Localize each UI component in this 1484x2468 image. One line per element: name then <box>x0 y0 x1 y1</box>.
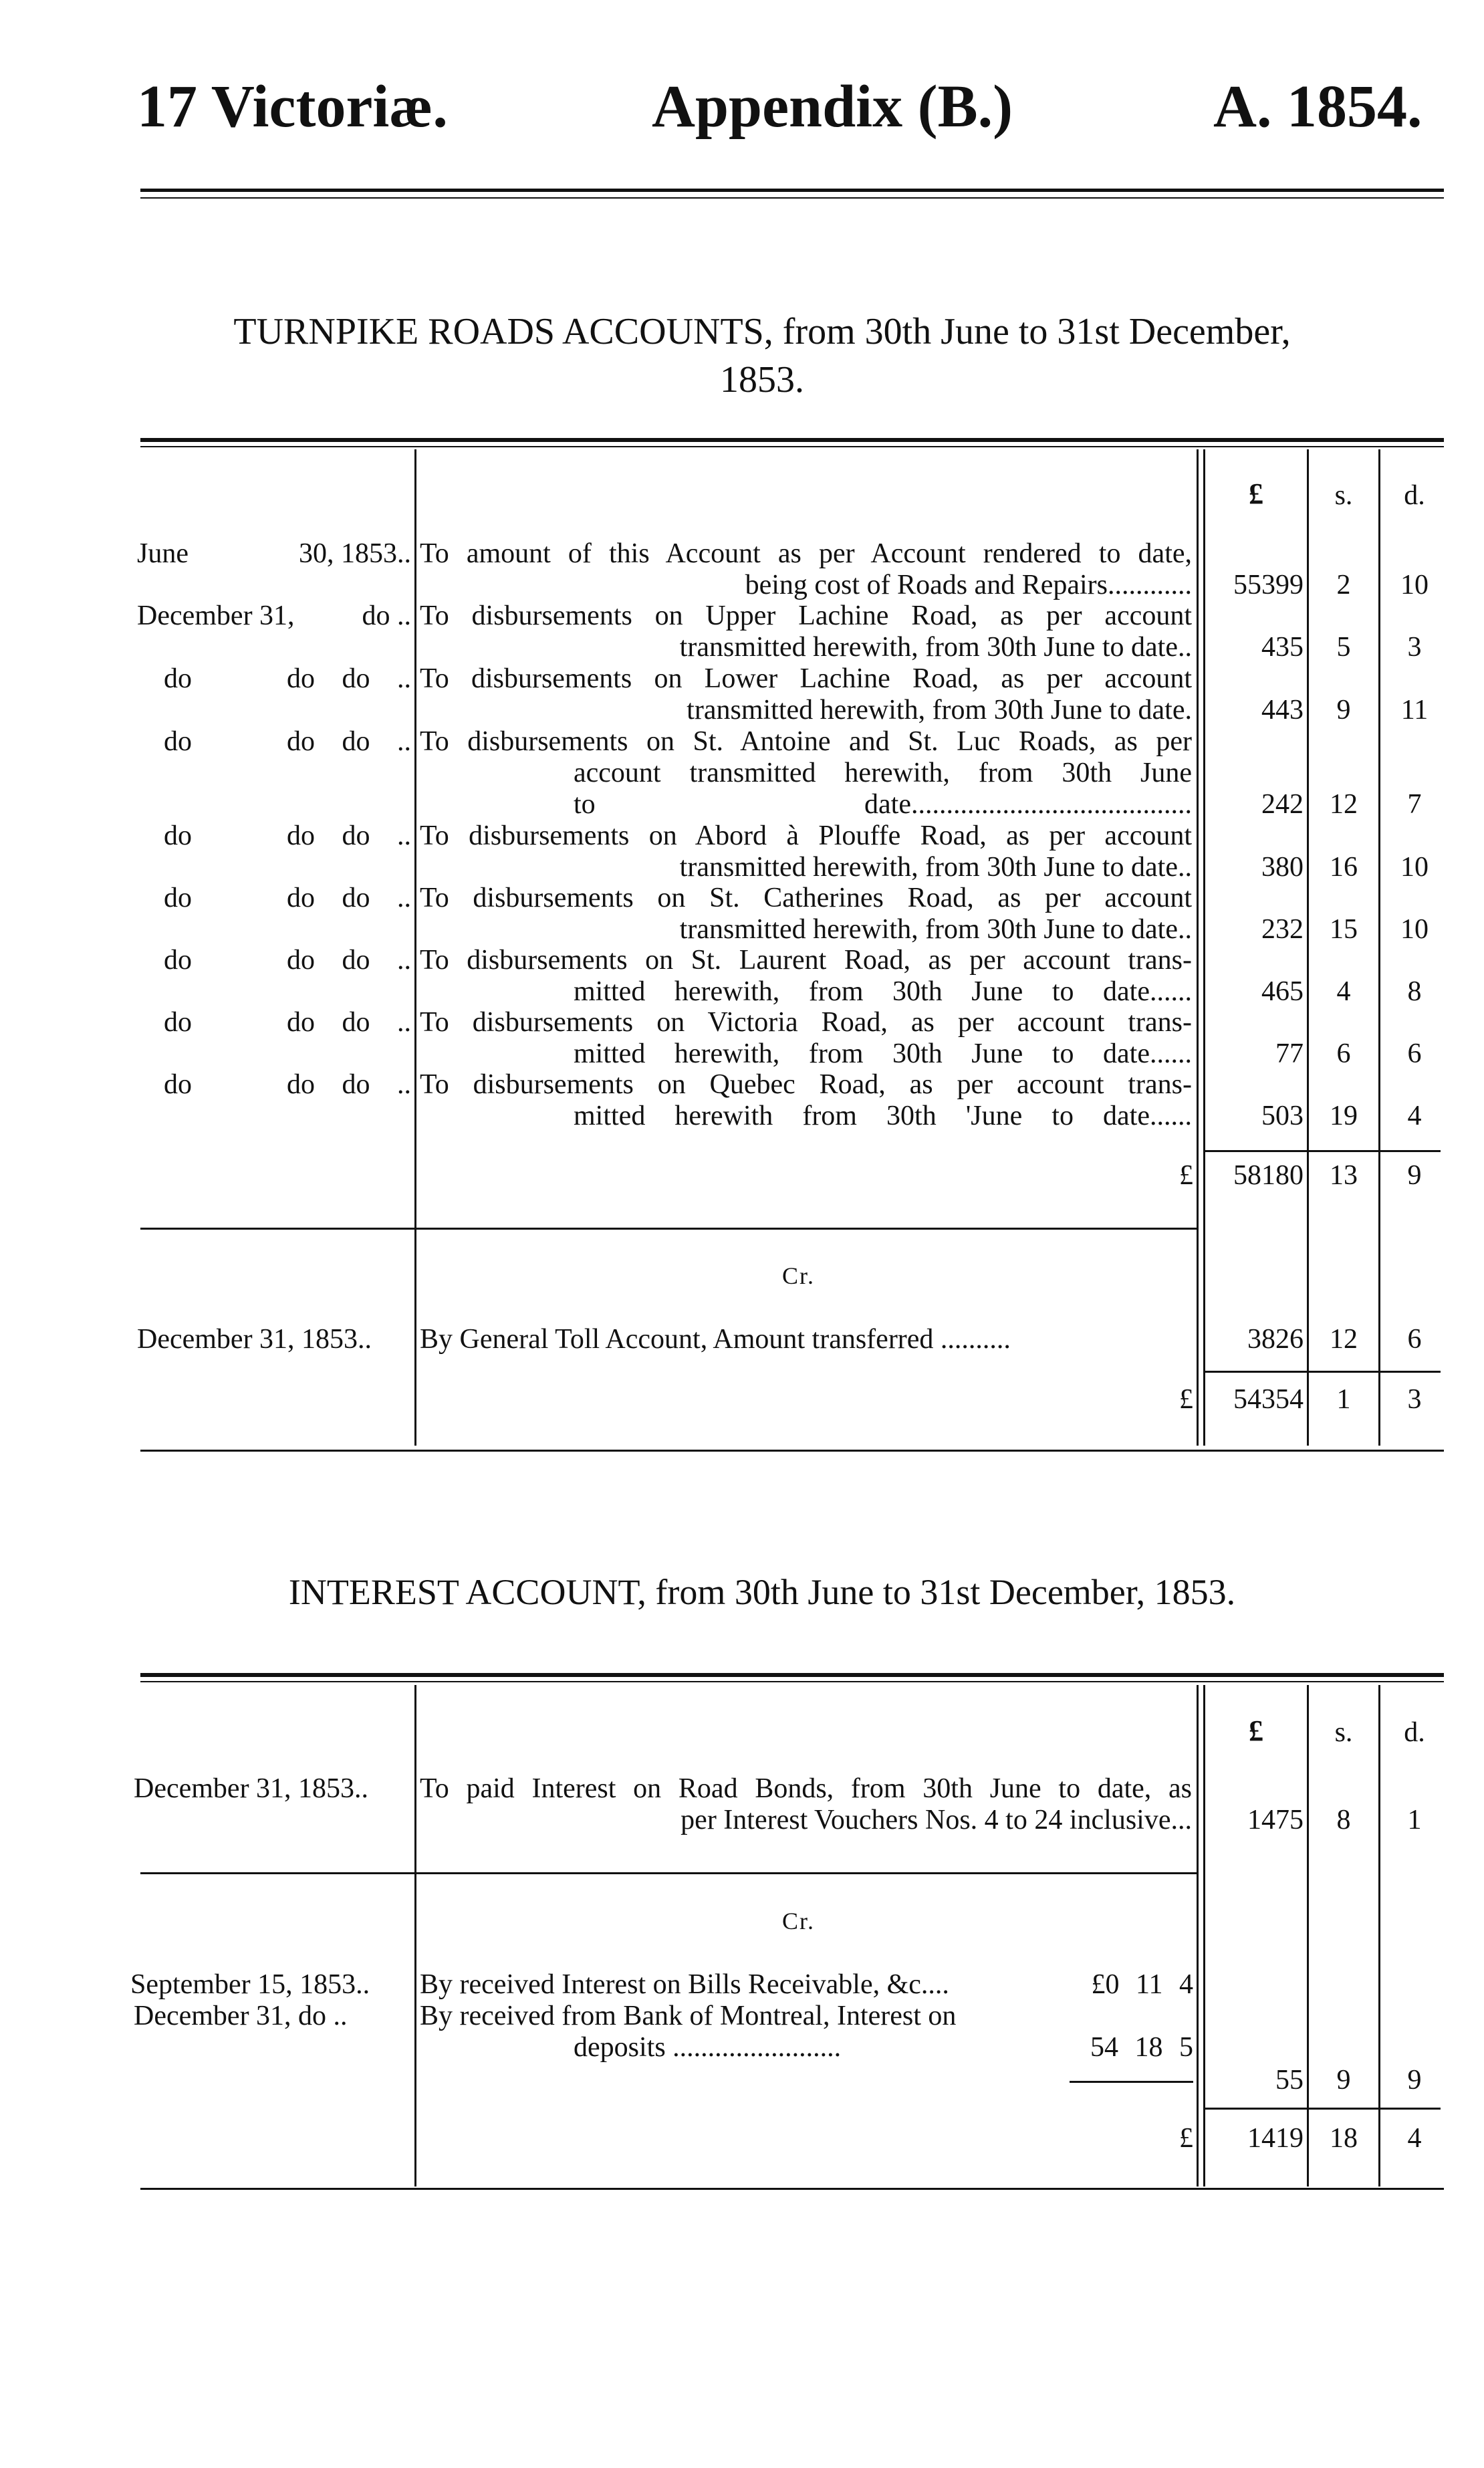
total-pence: 9 <box>1407 1160 1422 1191</box>
col-pound-header: £ <box>1249 477 1263 510</box>
row-desc-line1: To amount of this Account as per Account rendered to date, <box>420 538 1192 569</box>
row-pounds: 242 <box>1261 789 1304 820</box>
row-desc-line2: being cost of Roads and Repairs............ <box>745 570 1192 600</box>
interest-bottom-rule <box>140 2188 1444 2190</box>
header-left: 17 Victoriæ. <box>137 74 448 140</box>
row-desc-line2: mitted herewith from 30th 'June to date...... <box>574 1101 1192 1131</box>
turnpike-s-divider <box>1307 449 1309 1446</box>
row-date-month: do <box>164 820 192 851</box>
row-desc-line1b: account transmitted herewith, from 30th June <box>574 758 1192 788</box>
balance-pound-sign: £ <box>1179 1384 1193 1415</box>
interest-balance-sign: £ <box>1179 2123 1193 2154</box>
row-date-day: do do .. <box>287 1007 411 1038</box>
interest-d-divider <box>1378 1685 1380 2186</box>
cr-row-pounds: 3826 <box>1247 1324 1304 1355</box>
row-shillings: 2 <box>1336 570 1351 600</box>
row-pence: 7 <box>1407 789 1422 820</box>
header-center: Appendix (B.) <box>652 74 1013 140</box>
row-description <box>420 820 1192 883</box>
row-pence: 8 <box>1407 976 1422 1007</box>
cr-label: Cr. <box>782 1262 816 1289</box>
row-pounds: 465 <box>1261 976 1304 1007</box>
interest-cr-text: By received Interest on Bills Receivable, &c.... <box>420 1969 949 2000</box>
turnpike-date-divider <box>414 449 416 1446</box>
interest-col-s: s. <box>1334 1717 1353 1748</box>
interest-money-divider-b <box>1203 1685 1205 2186</box>
row-pounds: 55399 <box>1233 570 1304 600</box>
row-desc-line1: To disbursements on Victoria Road, as per account trans- <box>420 1007 1192 1038</box>
row-date-day: do do .. <box>287 883 411 913</box>
header-rule-thin <box>140 197 1444 199</box>
row-date-day: do do .. <box>287 663 411 694</box>
turnpike-title-line1: TURNPIKE ROADS ACCOUNTS, from 30th June to 31st December, <box>233 311 1291 352</box>
interest-row-shillings: 8 <box>1336 1805 1351 1835</box>
interest-date-divider <box>414 1685 416 2186</box>
turnpike-money-divider-b <box>1203 449 1205 1446</box>
row-description <box>420 538 1192 601</box>
turnpike-d-divider <box>1378 449 1380 1446</box>
row-desc-line1: To disbursements on St. Laurent Road, as per account trans- <box>420 945 1192 976</box>
interest-desc-line1: To paid Interest on Road Bonds, from 30th June to date, as <box>420 1773 1192 1804</box>
total-shillings: 13 <box>1330 1160 1358 1191</box>
turnpike-bottom-rule <box>140 1450 1444 1452</box>
row-description <box>420 663 1192 726</box>
total-pounds: 58180 <box>1233 1160 1304 1191</box>
row-shillings: 4 <box>1336 976 1351 1007</box>
row-date-month: do <box>164 1069 192 1100</box>
col-d-header: d. <box>1404 480 1425 511</box>
turnpike-title-line2: 1853. <box>720 359 804 401</box>
balance-shillings: 1 <box>1336 1384 1351 1415</box>
row-desc-line2: transmitted herewith, from 30th June to date.. <box>679 632 1192 663</box>
interest-desc-line2: per Interest Vouchers Nos. 4 to 24 inclusive... <box>681 1805 1192 1835</box>
interest-balance-shillings: 18 <box>1330 2123 1358 2154</box>
row-pence: 4 <box>1407 1101 1422 1131</box>
interest-balance-pence: 4 <box>1407 2123 1422 2154</box>
row-desc-line1: To disbursements on Abord à Plouffe Road, as per account <box>420 820 1192 851</box>
row-pence: 11 <box>1400 695 1429 725</box>
interest-cr-total-shillings: 9 <box>1336 2065 1351 2096</box>
interest-cr-label: Cr. <box>782 1908 816 1934</box>
row-pounds: 380 <box>1261 852 1304 883</box>
row-date-day: do do .. <box>287 820 411 851</box>
cr-divider-rule <box>140 1228 1197 1230</box>
interest-title: INTEREST ACCOUNT, from 30th June to 31st December, 1853. <box>288 1572 1236 1612</box>
interest-cr-date: September 15, 1853.. <box>130 1969 370 2000</box>
header-rule <box>140 189 1444 192</box>
interest-cr-total-pounds: 55 <box>1275 2065 1304 2096</box>
row-shillings: 16 <box>1330 852 1358 883</box>
row-description <box>420 945 1192 1008</box>
row-shillings: 19 <box>1330 1101 1358 1131</box>
row-shillings: 12 <box>1330 789 1358 820</box>
row-description <box>420 600 1192 663</box>
row-pounds: 435 <box>1261 632 1304 663</box>
interest-cr-divider <box>140 1872 1197 1874</box>
cr-row-text: By General Toll Account, Amount transferred .......... <box>420 1324 1011 1355</box>
row-pounds: 503 <box>1261 1101 1304 1131</box>
interest-cr-date: December 31, do .. <box>134 2001 348 2031</box>
row-date-month: December 31, <box>137 600 295 631</box>
row-desc-line2: transmitted herewith, from 30th June to date.. <box>679 914 1192 945</box>
row-description <box>420 883 1192 945</box>
balance-rule <box>1203 1371 1441 1373</box>
row-desc-line2: mitted herewith, from 30th June to date...... <box>574 976 1192 1007</box>
cr-row-shillings: 12 <box>1330 1324 1358 1355</box>
header-right: A. 1854. <box>1213 74 1423 140</box>
cr-row-pence: 6 <box>1407 1324 1422 1355</box>
row-desc-line2: transmitted herewith, from 30th June to date.. <box>679 852 1192 883</box>
interest-row-pence: 1 <box>1407 1805 1422 1835</box>
row-date-month: do <box>164 726 192 757</box>
interest-money-divider-a <box>1197 1685 1199 2186</box>
row-shillings: 15 <box>1330 914 1358 945</box>
interest-balance-pounds: 1419 <box>1247 2123 1304 2154</box>
row-pence: 3 <box>1407 632 1422 663</box>
cr-row-date: December 31, 1853.. <box>137 1324 372 1355</box>
interest-cr-amount: £0 11 4 <box>1091 1969 1193 2000</box>
row-date-day: do do .. <box>287 726 411 757</box>
balance-pounds: 54354 <box>1233 1384 1304 1415</box>
row-desc-line1: To disbursements on Upper Lachine Road, as per account <box>420 600 1192 631</box>
interest-cr-total-pence: 9 <box>1407 2065 1422 2096</box>
row-description <box>420 1069 1192 1132</box>
interest-cr-sum-rule <box>1070 2081 1193 2083</box>
balance-pence: 3 <box>1407 1384 1422 1415</box>
interest-cr-amount: 54 18 5 <box>1090 2032 1193 2063</box>
subtotal-rule <box>1203 1150 1441 1152</box>
row-pounds: 232 <box>1261 914 1304 945</box>
row-date-month: do <box>164 663 192 694</box>
row-date-day: do do .. <box>287 945 411 976</box>
row-desc-line1: To disbursements on Lower Lachine Road, as per account <box>420 663 1192 694</box>
interest-balance-rule <box>1203 2108 1441 2110</box>
row-pounds: 443 <box>1261 695 1304 725</box>
row-date-month: do <box>164 883 192 913</box>
interest-cr-text: By received from Bank of Montreal, Interest on <box>420 2001 957 2031</box>
row-desc-line2: mitted herewith, from 30th June to date...... <box>574 1038 1192 1069</box>
turnpike-top-rule <box>140 438 1444 442</box>
total-pound-sign: £ <box>1179 1160 1193 1191</box>
interest-top-rule-thin <box>140 1681 1444 1682</box>
row-pence: 10 <box>1400 914 1429 945</box>
turnpike-top-rule-thin <box>140 446 1444 447</box>
row-date-month: do <box>164 945 192 976</box>
row-desc-line2: transmitted herewith, from 30th June to date. <box>687 695 1192 725</box>
row-date-day: do do .. <box>287 1069 411 1100</box>
row-date-month: do <box>164 1007 192 1038</box>
interest-row-date: December 31, 1853.. <box>134 1773 369 1804</box>
row-date-day: do .. <box>362 600 411 631</box>
row-pence: 10 <box>1400 570 1429 600</box>
row-description <box>420 726 1192 820</box>
row-desc-line1: To disbursements on St. Antoine and St. Luc Roads, as per <box>420 726 1192 757</box>
turnpike-money-divider-a <box>1197 449 1199 1446</box>
interest-top-rule <box>140 1673 1444 1677</box>
interest-row-pounds: 1475 <box>1247 1805 1304 1835</box>
row-date-day: 30, 1853.. <box>299 538 411 569</box>
row-shillings: 6 <box>1336 1038 1351 1069</box>
row-shillings: 9 <box>1336 695 1351 725</box>
row-desc-line1: To disbursements on St. Catherines Road, as per account <box>420 883 1192 913</box>
row-desc-line1: To disbursements on Quebec Road, as per account trans- <box>420 1069 1192 1100</box>
interest-col-d: d. <box>1404 1717 1425 1748</box>
row-shillings: 5 <box>1336 632 1351 663</box>
interest-row-description <box>420 1773 1192 1836</box>
row-desc-line2: to date........................................ <box>574 789 1192 820</box>
row-pounds: 77 <box>1275 1038 1304 1069</box>
row-description <box>420 1007 1192 1070</box>
interest-s-divider <box>1307 1685 1309 2186</box>
interest-col-pound: £ <box>1249 1714 1263 1747</box>
turnpike-title <box>100 308 1424 404</box>
row-date-month: June <box>137 538 189 569</box>
row-pence: 6 <box>1407 1038 1422 1069</box>
row-pence: 10 <box>1400 852 1429 883</box>
interest-cr-text2: deposits ........................ <box>574 2032 842 2063</box>
col-s-header: s. <box>1334 480 1353 511</box>
